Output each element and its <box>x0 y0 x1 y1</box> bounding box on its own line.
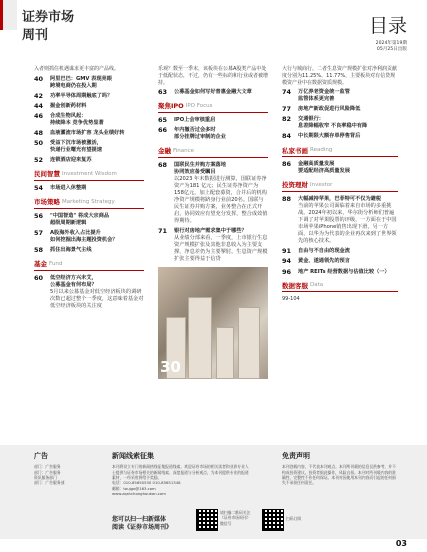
toc-entry[interactable] <box>34 230 144 244</box>
toc-column-1 <box>34 66 144 313</box>
section-title: 民间智慧 <box>34 170 60 179</box>
column-intro: 乐观？数至一季末，该板块在公募A股类产品中处于低配状态，不过，仍有一些标的和行业或者被增持。 <box>158 66 269 86</box>
toc-entry-title: 自由与不自由的现金流 <box>298 248 350 255</box>
building-model <box>238 307 260 379</box>
section-subtitle: Investor <box>310 182 333 189</box>
section-header-investment-wisdom <box>34 170 144 181</box>
toc-page-number: 42 <box>34 91 44 100</box>
section-subtitle: Data <box>310 282 324 289</box>
qr-label: 请扫描二维码关注 《证券市场周刊》 微信号 <box>220 510 251 526</box>
toc-entry-title: 万亿养老资金统一监管 监管体系更完善 <box>298 89 350 103</box>
section-header-fund <box>34 260 144 271</box>
toc-entry[interactable] <box>282 116 398 130</box>
toc-list <box>34 76 144 165</box>
photo-page-number: 30 <box>160 358 181 377</box>
qr-code-subscribe[interactable] <box>262 509 284 531</box>
building-model <box>188 297 212 379</box>
section-subtitle: Finance <box>173 148 195 154</box>
toc-entry[interactable] <box>34 113 144 127</box>
toc-page-number: 71 <box>158 227 168 236</box>
toc-page-number: 66 <box>158 126 168 135</box>
toc-entry[interactable] <box>282 89 398 103</box>
toc-entry-title: 公募基金如何写好普惠金融大文章 <box>174 89 252 96</box>
section-subtitle: Reading <box>310 147 333 154</box>
toc-entry-title: 地产 REITs 经营数据与估值比较（一） <box>298 268 390 275</box>
toc-entry-title: "中国智造" 将成大宗商品 超级周期新逻辑 <box>50 213 110 227</box>
disclaimer-heading: 免责声明 <box>282 452 310 460</box>
toc-page-number: 94 <box>282 257 292 266</box>
toc-entry-title: 抓住出海景气主线 <box>50 247 92 254</box>
toc-list <box>158 162 268 263</box>
toc-page-number: 48 <box>34 129 44 138</box>
toc-entry-summary: 5月以来公募基金对低空经济板块的调研次数已超过整个一季度，这意味着基金对低空经济板块的关注度 <box>50 289 144 310</box>
section-title: 投资理财 <box>282 181 308 190</box>
toc-entry-title: 大幅减持苹果，巴菲特可不仅为避税 <box>298 196 382 203</box>
toc-entry[interactable] <box>158 127 268 141</box>
page-range: 99-104 <box>282 296 300 303</box>
news-phone: 电话：010-85650530 010-85651348 <box>112 480 181 486</box>
section-subtitle: Marketing Strategy <box>62 198 115 205</box>
logo-gray-bar <box>3 0 17 30</box>
toc-entry[interactable] <box>34 140 144 154</box>
toc-page-number: 56 <box>34 212 44 221</box>
building-model <box>216 327 234 379</box>
news-heading: 新闻线索征集 <box>112 452 154 460</box>
news-website[interactable]: www.zqshchonghoukan.com <box>112 491 166 496</box>
toc-entry-title: 交通银行： 息差降幅收窄 不良率稳中有降 <box>298 116 368 130</box>
news-email: 邮箱：toujgo@163.com <box>112 485 156 491</box>
section-title: 基金 <box>34 260 47 269</box>
toc-entry-title: 中长期限大额存单停售背后 <box>298 133 361 140</box>
toc-entry[interactable] <box>34 130 144 137</box>
section-subtitle: IPO Focus <box>185 103 213 110</box>
toc-page-number: 52 <box>34 156 44 165</box>
scan-line-2: 阅读《证券市场周刊》 <box>112 524 173 532</box>
section-header-marketing-strategy <box>34 198 144 209</box>
toc-page-number: 84 <box>282 132 292 141</box>
magazine-logo <box>0 0 86 43</box>
section-title: 私家书画 <box>282 146 308 155</box>
toc-entry-title: 市场进入休整期 <box>50 185 87 192</box>
section-title: 金融 <box>158 147 171 156</box>
toc-entry[interactable] <box>282 133 398 140</box>
footer-ad <box>34 452 94 486</box>
toc-entry[interactable] <box>282 258 398 265</box>
toc-entry-summary: 以2023 年末数据进行测算，国联证券净资产为181 亿元；民生证券净资产为158亿元，加上配套募资，合并后的机构净资产规模将跻身行业前20名。国联与民生证券并购方案，业务整合在正式开启，协同效应有望充分发挥，整合成效值得期待。 <box>174 176 268 225</box>
column-intro: 入者则抓住机遇谋求更丰富的产品线。 <box>34 66 120 72</box>
issue-number: 2024年第19期 <box>375 41 407 46</box>
section-subtitle: Fund <box>49 260 63 267</box>
toc-entry-title: 银行对房地产需求集中于哪些？ <box>174 228 247 235</box>
toc-entry[interactable] <box>34 103 144 110</box>
toc-list <box>34 275 144 310</box>
toc-entry[interactable] <box>158 89 268 96</box>
section-subtitle: Investment Wisdom <box>62 171 117 178</box>
toc-column-2 <box>158 66 268 379</box>
toc-page-number: 57 <box>34 229 44 238</box>
column-intro: 大行与城商行。二者生息资产规模扩张对净利润贡献度分别为11.25%、11.77%，主要板块对有信贷规模资产业中在数据资质规模。 <box>282 66 398 86</box>
toc-page-number: 96 <box>282 267 292 276</box>
toc-page-number: 77 <box>282 105 292 114</box>
qr-code-wechat[interactable] <box>196 509 218 531</box>
toc-page-number: 44 <box>34 101 44 110</box>
toc-entry[interactable] <box>282 248 398 255</box>
ad-lines: 部门：广告服务 部门：广告服务 资讯服务部门 部门：广告服务部 <box>34 464 65 486</box>
toc-page-number: 68 <box>158 161 168 170</box>
disclaimer-body: 本刊登载内容，不代表本刊观点。本刊所刊载的信息仅供参考，并不构成投资建议。投资者据此操作，风险自担。本刊对所刊载内容的准确性、完整性不作任何保证。本刊对因使用本刊内容而引起的任何损失不承担任何责任。 <box>282 464 396 486</box>
brand-name: 证券市场周刊 <box>22 10 75 43</box>
qr-label: 扫码订阅 <box>286 516 302 521</box>
toc-entry-title: 金融高质量发展 要适配经济高质量发展 <box>298 161 350 175</box>
section-title: 聚焦IPO <box>158 102 184 111</box>
toc-entry-title: IPO上会审核重启 <box>174 117 216 124</box>
toc-list <box>282 196 398 276</box>
toc-entry-title: 功率半导体周期触底了吗？ <box>50 92 113 99</box>
toc-list <box>34 185 144 192</box>
toc-entry[interactable] <box>34 185 144 192</box>
toc-entry-title: 合成生物风起： 持续降本 竞争优势显著 <box>50 113 104 127</box>
ad-heading: 广告 <box>34 452 48 460</box>
toc-page-number: 86 <box>282 160 292 169</box>
section-title: 数据客服 <box>282 281 308 290</box>
toc-entry[interactable] <box>158 162 268 225</box>
toc-page-number: 40 <box>34 74 44 83</box>
toc-entry[interactable] <box>34 247 144 254</box>
toc-list <box>158 117 268 141</box>
toc-entry-title: 房地产新政促进行风险降低 <box>298 106 361 113</box>
toc-entry-title: 年内撤否过会多时 部分挂牌过审制的企业 <box>174 127 226 141</box>
toc-page-number: 91 <box>282 247 292 256</box>
toc-page-number: 63 <box>158 88 168 97</box>
toc-entry-title: 黄金、遂通领先的预言 <box>298 258 350 265</box>
toc-entry[interactable] <box>158 228 268 263</box>
toc-entry-summary: 从业绩分部来看，一季度，上市银行生息资产规模扩张及其他非息收入为主要支撑，净息差仍为主要掣肘。生息资产规模扩张主要得益于信贷 <box>174 235 268 263</box>
toc-entry[interactable] <box>282 269 398 276</box>
toc-entry[interactable] <box>34 213 144 227</box>
toc-entry-title: 国联民生并购方案落地 协同效应备受瞩目 <box>174 162 226 176</box>
toc-entry[interactable] <box>282 196 398 245</box>
toc-page-number: 46 <box>34 112 44 121</box>
issue-date: 05月25日出版 <box>376 47 407 53</box>
toc-list <box>282 89 398 140</box>
toc-entry[interactable] <box>34 93 144 100</box>
toc-entry[interactable] <box>158 117 268 124</box>
toc-page-number: 74 <box>282 88 292 97</box>
section-title: 市场策略 <box>34 198 60 207</box>
page-title: 目录 <box>368 15 407 37</box>
toc-entry-title: 阿里巴巴：GMV 表现亮眼 跨境电商仍在投入期 <box>50 75 112 89</box>
toc-list <box>158 89 268 96</box>
toc-page-number: 50 <box>34 139 44 148</box>
toc-entry-title: 掘金创新药材料 <box>50 102 87 109</box>
toc-entry-title: 低空经济方兴未艾， 公募基金有何布局？ <box>50 275 97 289</box>
page-number: 03 <box>395 539 407 548</box>
toc-page-number: 60 <box>34 274 44 283</box>
toc-entry[interactable] <box>34 157 144 164</box>
toc-entry-title: 受益下沉市场被激活， 快递行业曙光有望提速 <box>50 140 102 154</box>
toc-entry[interactable] <box>34 76 144 90</box>
toc-entry[interactable] <box>282 161 398 175</box>
issue-info <box>376 41 407 53</box>
section-header-private <box>282 147 398 158</box>
article-photo <box>158 267 268 379</box>
section-header-investor <box>282 181 398 192</box>
section-header-data <box>282 282 398 293</box>
scan-line-1: 您可以扫一扫新媒体 <box>112 516 167 524</box>
toc-entry-title: 血液灌流市场扩容 龙头业绩好转 <box>50 130 125 137</box>
toc-entry[interactable] <box>34 275 144 310</box>
toc-entry-title: A股海外收入占比提升 如何挖掘出海主题投资机会？ <box>50 230 118 244</box>
toc-column-3 <box>282 66 398 303</box>
toc-entry-summary: 当前的苹果公司面临着来自市场的多重挑战。2024年初以来，华尔街分析师们普遍下调了对苹果股票的评级，一方面在于中国市场苹果iPhone销售出现下滑，另一方面，以华为为代表的企业再次来到了世界领先的核心技术。 <box>298 203 397 245</box>
footer-disclaimer <box>282 452 398 486</box>
section-header-ipo-focus <box>158 102 268 113</box>
toc-page-number: 65 <box>158 116 168 125</box>
toc-page-number: 82 <box>282 115 292 124</box>
toc-entry[interactable] <box>282 106 398 113</box>
toc-page-number: 58 <box>34 246 44 255</box>
news-body: 本刊将设立专门的新闻热线征集报道线索。欢迎证券市场的相关读者和业界专业人士提供与证券市场相关的新闻线索、深度报道与分析观点，为本刊提供专业的报道素材，一经采用将给予奖励。 <box>112 464 249 481</box>
toc-list <box>282 161 398 175</box>
section-header-finance <box>158 147 268 158</box>
toc-page-number: 54 <box>34 184 44 193</box>
toc-list <box>34 213 144 254</box>
toc-entry-title: 连锁酒店迎来复苏 <box>50 157 92 164</box>
toc-page-number: 88 <box>282 195 292 204</box>
